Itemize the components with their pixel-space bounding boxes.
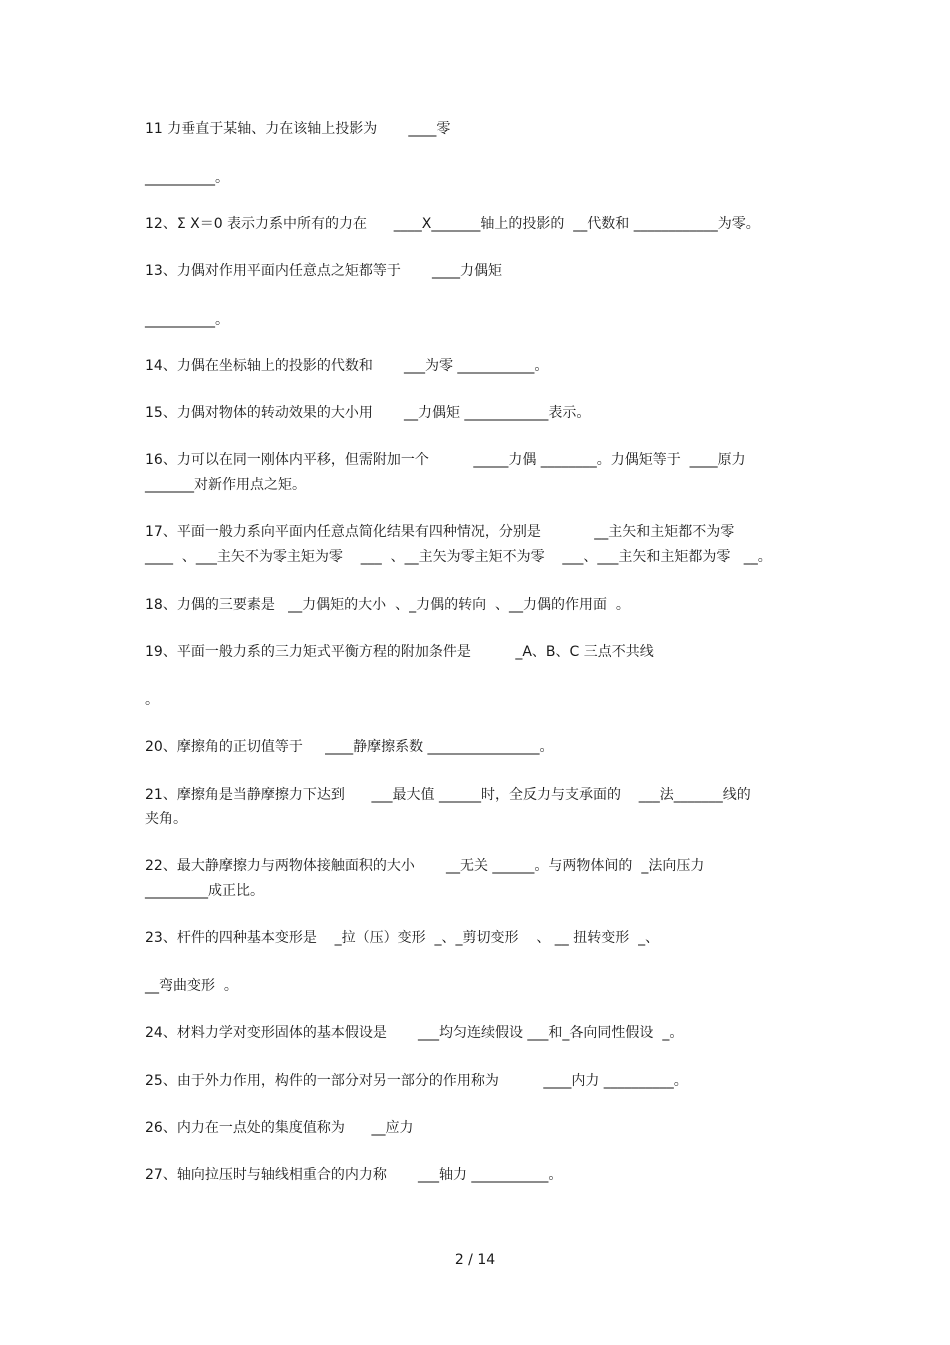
- question-15: 15、力偶对物体的转动效果的大小用 __力偶矩 ____________表示。: [145, 405, 591, 421]
- question-13-continuation: __________。: [145, 312, 229, 328]
- question-18: 18、力偶的三要素是 __力偶矩的大小 、_力偶的转向 、__力偶的作用面 。: [145, 597, 630, 613]
- question-14: 14、力偶在坐标轴上的投影的代数和 ___为零 ___________。: [145, 358, 549, 374]
- question-17-continuation: ____ 、___主矢不为零主矩为零 ___ 、__主矢为零主矩不为零 ___、___主矢和主矩都为零 __。: [145, 549, 772, 565]
- question-11-continuation: __________。: [145, 170, 229, 186]
- question-24: 24、材料力学对变形固体的基本假设是 ___均匀连续假设 ___和_各向同性假设 _。: [145, 1025, 684, 1041]
- question-25: 25、由于外力作用，构件的一部分对另一部分的作用称为 ____内力 __________。: [145, 1073, 688, 1089]
- question-16-continuation: _______对新作用点之矩。: [145, 477, 306, 493]
- question-23: 23、杆件的四种基本变形是 _拉（压）变形 _、_剪切变形 、 __ 扭转变形 _、: [145, 930, 660, 946]
- question-20: 20、摩擦角的正切值等于 ____静摩擦系数 ________________。: [145, 739, 554, 755]
- question-13: 13、力偶对作用平面内任意点之矩都等于 ____力偶矩: [145, 263, 502, 279]
- question-21-continuation: 夹角。: [145, 811, 187, 827]
- question-11: 11 力垂直于某轴、力在该轴上投影为 ____零: [145, 121, 451, 137]
- question-26: 26、内力在一点处的集度值称为 __应力: [145, 1120, 414, 1136]
- question-16: 16、力可以在同一刚体内平移，但需附加一个 _____力偶 ________。力偶矩等于 ____原力: [145, 452, 746, 468]
- question-21: 21、摩擦角是当静摩擦力下达到 ___最大值 ______时，全反力与支承面的 ___法_______线的: [145, 787, 751, 803]
- question-12: 12、Σ X＝0 表示力系中所有的力在 ____X_______轴上的投影的 __代数和 ____________为零。: [145, 216, 760, 232]
- page-number: 2 / 14: [454, 1252, 496, 1268]
- question-27: 27、轴向拉压时与轴线相重合的内力称 ___轴力 ___________。: [145, 1167, 563, 1183]
- question-19: 19、平面一般力系的三力矩式平衡方程的附加条件是 _A、B、C 三点不共线: [145, 644, 654, 660]
- question-17: 17、平面一般力系向平面内任意点简化结果有四种情况，分别是 __主矢和主矩都不为零: [145, 524, 735, 540]
- question-22: 22、最大静摩擦力与两物体接触面积的大小 __无关 ______。与两物体间的 _法向压力: [145, 858, 705, 874]
- question-22-continuation: _________成正比。: [145, 883, 264, 899]
- question-19-continuation: 。: [145, 692, 159, 708]
- question-23-continuation: __弯曲变形 。: [145, 978, 238, 994]
